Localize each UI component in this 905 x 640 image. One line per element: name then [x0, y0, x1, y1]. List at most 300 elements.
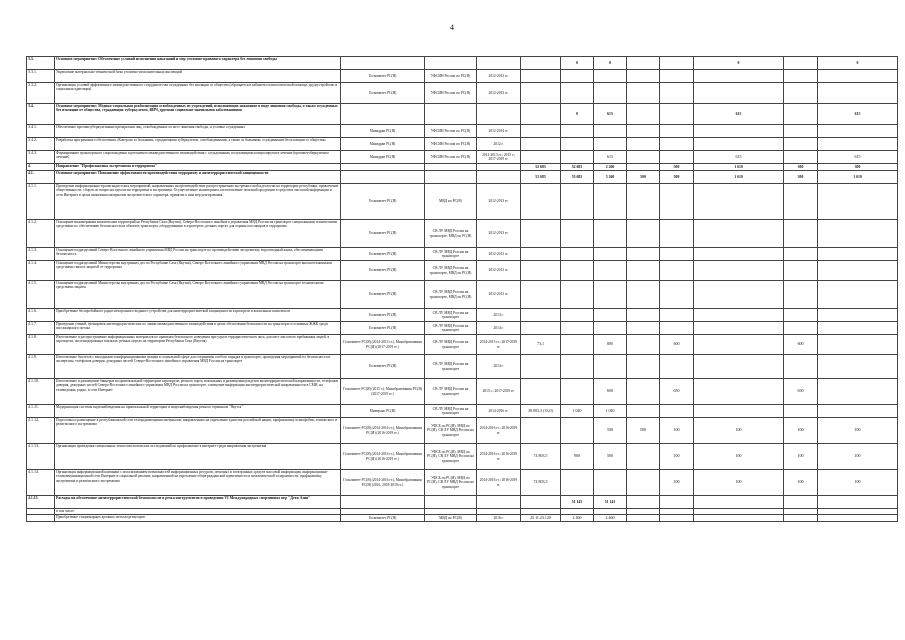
- row-value-4: [660, 83, 694, 104]
- row-value-5: 1 610: [694, 171, 784, 184]
- row-years: 2012-2013 гг.: [477, 220, 521, 248]
- row-value-6: [784, 515, 818, 522]
- table-row: [27, 405, 898, 418]
- row-text: Проведение информационно-пропагандистских мероприятий, направленных на противодействие распространению экстремистской идеологии на территории республики, привлечение общественности, сборов по вопросам идеологии терроризма и экстремизма. Осуществление мониторинга и изготовление печатной продукции в средствах массовой информации и сети Интернет в целях выявления материалов экстремистского характера, принятие к ним мер реагирования: [55, 184, 341, 220]
- row-value-1: [561, 125, 594, 138]
- row-value-5: [694, 220, 784, 248]
- row-participant: УФСБ по РС(Я), МВД по РС(Я), СВ ЛУ МВД России на транспорте: [425, 470, 477, 496]
- row-code: 3.3.2.: [27, 83, 55, 104]
- row-value-5: [694, 83, 784, 104]
- row-years: 2016 г.: [477, 515, 521, 522]
- row-text: Основное мероприятие: Обеспечение условий исполнения наказаний и мер уголовно-правового характера без лишения свободы: [55, 57, 341, 70]
- row-value-5: [694, 379, 784, 405]
- row-executor: Госкомитет РС(Я): [341, 322, 425, 335]
- row-participant: МВД по РС(Я): [425, 184, 477, 220]
- row-participant: МВД по РС(Я): [425, 515, 477, 522]
- row-code: 4.1.5.: [27, 281, 55, 309]
- row-executor: Госкомитет РС(Я): [341, 261, 425, 281]
- row-executor: [341, 104, 425, 125]
- row-executor: Госкомитет РС(Я): [341, 248, 425, 261]
- row-value-5: [694, 515, 784, 522]
- row-value-3: [627, 444, 660, 470]
- row-participant: [425, 104, 477, 125]
- row-participant: [425, 164, 477, 171]
- row-value-5: [694, 261, 784, 281]
- row-value-5: [694, 322, 784, 335]
- row-value-5: [694, 125, 784, 138]
- row-participant: СВ ЛУ МВД России на транспорте, МВД по РС(Я): [425, 220, 477, 248]
- row-code: 4.1.: [27, 171, 55, 184]
- row-value-4: [660, 125, 694, 138]
- row-value-4: [660, 138, 694, 151]
- row-years: 2012-2013 гг.: [477, 70, 521, 83]
- table-row: [27, 138, 898, 151]
- row-value-2: [594, 220, 627, 248]
- row-value-2: [594, 184, 627, 220]
- row-value-4: [660, 496, 694, 509]
- row-participant: СВ ЛУ МВД России на транспорте: [425, 322, 477, 335]
- row-code: 3.4.1.: [27, 125, 55, 138]
- row-value-6: 300: [784, 171, 818, 184]
- row-value-2: 615: [594, 104, 627, 125]
- table-row: [27, 104, 898, 125]
- row-total: 25.11.23.120: [521, 515, 561, 522]
- row-value-4: [660, 104, 694, 125]
- table-row: [27, 220, 898, 248]
- row-executor: Минздрав РС(Я): [341, 151, 425, 164]
- row-value-4: 100: [660, 444, 694, 470]
- row-value-3: [627, 220, 660, 248]
- row-executor: Госкомитет РС(Я) (2015 г.), Минобразования РС(Я) (2017-2019 гг.): [341, 379, 425, 405]
- row-value-5: 100: [694, 444, 784, 470]
- row-total: [521, 70, 561, 83]
- row-participant: [425, 496, 477, 509]
- row-text: Изготовление и распространение информационных материалов по правилам безопасного поведения при угрозе террористического акта, для мест массового пребывания людей, в аэропортах, железнодорожных вокзалах, речных портах на территории Республики Саха (Якутия): [55, 335, 341, 355]
- row-value-4: [660, 261, 694, 281]
- row-total: [521, 151, 561, 164]
- row-value-3: [627, 322, 660, 335]
- row-value-6: [784, 281, 818, 309]
- row-total: [521, 220, 561, 248]
- row-value-1: 53 683: [561, 171, 594, 184]
- row-text: Направление "Профилактика экстремизма и терроризма": [55, 164, 341, 171]
- row-years: 2014-2016 гг.: [477, 405, 521, 418]
- row-text: Организация проведения специальных этнопсихологических исследований по профилактике в интернет-среди направления экстремизма: [55, 444, 341, 470]
- row-years: 2012-2013 гг.: [477, 281, 521, 309]
- row-value-1: 1 040: [561, 405, 594, 418]
- row-years: [477, 57, 521, 70]
- row-value-5: [694, 335, 784, 355]
- row-value-6: 300: [784, 164, 818, 171]
- row-text: Организация условий эффективного межведомственного сотрудничества осужденных без изоляции от общества (обращается в кабинеты психологической помощи, трудоустройство и социальная адаптация): [55, 83, 341, 104]
- row-text: Обеспечение противотуберкулезными препаратами лиц, освобожденных из мест лишения свободы, и условно осужденных: [55, 125, 341, 138]
- row-value-5: [694, 496, 784, 509]
- row-value-7: [818, 405, 898, 418]
- row-executor: [341, 164, 425, 171]
- row-code: 3.4.3.: [27, 151, 55, 164]
- table-row: [27, 335, 898, 355]
- table-row: [27, 151, 898, 164]
- row-value-7: [818, 335, 898, 355]
- row-value-1: 2 460: [561, 515, 594, 522]
- table-row: [27, 184, 898, 220]
- row-code: 4.1.3.: [27, 248, 55, 261]
- row-value-2: [594, 83, 627, 104]
- row-participant: [425, 57, 477, 70]
- row-years: 2012-2013 гг.; 2015 г.; 2017-2019 гг.: [477, 151, 521, 164]
- row-text: Оснащение подразделений Северо-Восточного линейного управления МВД России на транспорте по противодействию экстремизму, водоотводный канал, обеспечивающими безопасность: [55, 248, 341, 261]
- row-value-6: [784, 70, 818, 83]
- row-value-1: 0: [561, 104, 594, 125]
- row-value-1: [561, 151, 594, 164]
- row-executor: Госкомитет РС(Я): [341, 70, 425, 83]
- row-total: 52 683: [521, 164, 561, 171]
- row-value-6: [784, 57, 818, 70]
- row-value-6: [784, 496, 818, 509]
- row-value-6: [784, 261, 818, 281]
- row-executor: Госкомитет РС(Я): [341, 309, 425, 322]
- row-value-7: [818, 70, 898, 83]
- row-code: 4.1.14.: [27, 470, 55, 496]
- row-value-2: [594, 470, 627, 496]
- row-value-2: [594, 248, 627, 261]
- row-participant: УФСБ по РС(Я), МВД по РС(Я), СВ ЛУ МВД России на транспорте: [425, 444, 477, 470]
- row-value-1: [561, 335, 594, 355]
- row-code: 4.1.6.: [27, 309, 55, 322]
- row-code: 3.3.: [27, 57, 55, 70]
- row-value-7: [818, 248, 898, 261]
- row-value-2: [594, 355, 627, 379]
- row-value-4: 500: [660, 171, 694, 184]
- row-value-4: [660, 405, 694, 418]
- row-value-4: [660, 57, 694, 70]
- row-value-4: [660, 151, 694, 164]
- row-years: 2012-2013 гг.: [477, 248, 521, 261]
- row-value-4: [660, 70, 694, 83]
- row-value-3: [627, 281, 660, 309]
- row-years: 2012 г.: [477, 138, 521, 151]
- row-executor: Госкомитет РС(Я) (2014-2016 гг.), Минобразования РС(Я) (2016-2019 гг.): [341, 444, 425, 470]
- row-value-6: [784, 184, 818, 220]
- row-value-4: [660, 184, 694, 220]
- row-total: [521, 138, 561, 151]
- row-value-7: [818, 125, 898, 138]
- row-value-4: 600: [660, 335, 694, 355]
- row-value-1: 900: [561, 444, 594, 470]
- row-text: Формирование транспортного сопровождения и регламента межведомственного взаимодействия с осужденными, получающими контролируемое лечение (противотуберкулезное лечение): [55, 151, 341, 164]
- row-years: 2013 г.: [477, 309, 521, 322]
- row-code: 4.1.11.: [27, 405, 55, 418]
- row-participant: УФСИН России по РС(Я): [425, 125, 477, 138]
- row-total: [521, 104, 561, 125]
- row-value-2: 0: [594, 57, 627, 70]
- row-value-7: 615: [818, 151, 898, 164]
- table-row: [27, 355, 898, 379]
- row-total: [521, 379, 561, 405]
- row-value-1: [561, 138, 594, 151]
- row-value-2: [594, 309, 627, 322]
- table-row: [27, 418, 898, 444]
- row-value-2: 800: [594, 335, 627, 355]
- row-value-3: [627, 261, 660, 281]
- row-value-5: [694, 138, 784, 151]
- row-value-6: 600: [784, 335, 818, 355]
- row-value-3: [627, 70, 660, 83]
- row-value-7: 1 610: [818, 171, 898, 184]
- row-value-4: [660, 281, 694, 309]
- row-value-6: 100: [784, 444, 818, 470]
- table-row: [27, 322, 898, 335]
- row-value-5: 615: [694, 151, 784, 164]
- row-code: 4.1.13.: [27, 444, 55, 470]
- row-total: [521, 248, 561, 261]
- row-value-7: 100: [818, 418, 898, 444]
- row-total: 73,1: [521, 335, 561, 355]
- row-code: 4.1.1.: [27, 184, 55, 220]
- row-years: 2015 г.; 2017-2019 гг.: [477, 379, 521, 405]
- row-value-3: [627, 379, 660, 405]
- row-value-5: 0: [694, 57, 784, 70]
- row-value-6: [784, 151, 818, 164]
- row-value-7: [818, 281, 898, 309]
- table-row: [27, 164, 898, 171]
- row-value-1: [561, 470, 594, 496]
- row-value-6: [784, 138, 818, 151]
- row-text: в том числе:: [55, 509, 341, 515]
- row-years: 2014 г.: [477, 322, 521, 335]
- row-value-7: 0: [818, 57, 898, 70]
- row-participant: СВ ЛУ МВД России на транспорте, МВД по РС(Я): [425, 281, 477, 309]
- row-code: 4.1.4.: [27, 261, 55, 281]
- row-value-2: [594, 70, 627, 83]
- row-value-7: [818, 83, 898, 104]
- row-value-2: [594, 125, 627, 138]
- row-value-3: [627, 151, 660, 164]
- row-participant: [425, 171, 477, 184]
- row-participant: УФСИН России по РС(Я): [425, 83, 477, 104]
- row-text: Основное мероприятие: Медико-социальная реабилитация освобожденных из учреждений, исполняющих наказание в виде лишения свободы, а также осужденных без изоляции от общества, страдающих туберкулезом, ВИЧ, другими социально-значимыми заболеваниями: [55, 104, 341, 125]
- row-value-3: 500: [627, 171, 660, 184]
- row-code: [27, 515, 55, 522]
- row-total: [521, 261, 561, 281]
- row-value-7: [818, 515, 898, 522]
- table-row: [27, 70, 898, 83]
- row-years: 2014-2015 гг.; 2017-2019 гг.: [477, 335, 521, 355]
- row-executor: [341, 171, 425, 184]
- row-value-6: 650: [784, 379, 818, 405]
- table-row: [27, 248, 898, 261]
- row-value-7: [818, 322, 898, 335]
- row-value-6: [784, 248, 818, 261]
- row-executor: [341, 496, 425, 509]
- row-executor: Госкомитет РС(Я): [341, 281, 425, 309]
- row-value-2: [594, 261, 627, 281]
- row-years: [477, 104, 521, 125]
- table-row: [27, 125, 898, 138]
- row-value-2: 51 143: [594, 496, 627, 509]
- row-total: [521, 418, 561, 444]
- row-total: [521, 355, 561, 379]
- row-value-2: 1 040: [594, 405, 627, 418]
- row-code: 3.3.1.: [27, 70, 55, 83]
- row-total: [521, 57, 561, 70]
- row-value-4: 100: [660, 418, 694, 444]
- row-value-7: [818, 355, 898, 379]
- row-total: 53 683: [521, 171, 561, 184]
- row-text: Приобретение стационарных арочных металлодетекторов: [55, 515, 341, 522]
- row-years: [477, 171, 521, 184]
- row-value-1: [561, 70, 594, 83]
- row-years: 2012-2014 гг.: [477, 125, 521, 138]
- row-total: [521, 125, 561, 138]
- row-value-2: [594, 138, 627, 151]
- row-executor: Госкомитет РС(Я): [341, 355, 425, 379]
- row-code: 4.1.9.: [27, 355, 55, 379]
- row-code: 4.1.8.: [27, 335, 55, 355]
- row-text: Оснащение инженерными комплексами территорий на Республике Саха (Якутия), Северо-Восточного линейного управления МВД России на транспорте специальными техническими средствами по обеспечению безопасности на объектах транспорта, оборудованные в аэропортах, речных портах для охраны пассажиров и терроризма: [55, 220, 341, 248]
- row-value-5: [694, 309, 784, 322]
- row-text: Основное мероприятие: Повышение эффективности противодействия терроризму и антитеррористической защищенности: [55, 171, 341, 184]
- row-value-6: 100: [784, 418, 818, 444]
- table-row: [27, 470, 898, 496]
- table-row: [27, 281, 898, 309]
- row-value-7: [818, 379, 898, 405]
- row-value-1: [561, 248, 594, 261]
- row-total: 38 003,3 (33,0): [521, 405, 561, 418]
- row-total: 74 803,5: [521, 470, 561, 496]
- row-value-5: 100: [694, 418, 784, 444]
- row-value-5: [694, 184, 784, 220]
- row-value-4: [660, 355, 694, 379]
- row-value-3: [627, 405, 660, 418]
- row-total: [521, 184, 561, 220]
- row-executor: Госкомитет РС(Я): [341, 184, 425, 220]
- row-total: [521, 496, 561, 509]
- row-executor: Госкомитет РС(Я): [341, 220, 425, 248]
- row-value-4: 100: [660, 470, 694, 496]
- row-value-7: [818, 184, 898, 220]
- row-executor: [341, 57, 425, 70]
- row-participant: СВ ЛУ МВД России на транспорте: [425, 248, 477, 261]
- row-value-1: 52 683: [561, 164, 594, 171]
- table-row: [27, 309, 898, 322]
- table-row: [27, 515, 898, 522]
- row-value-5: [694, 281, 784, 309]
- row-code: 4.1.10.: [27, 379, 55, 405]
- row-executor: Госкомитет РС(Я) (2014-2016 гг.), Минобразования РС(Я) (2016-2019 гг.): [341, 418, 425, 444]
- row-value-4: [660, 220, 694, 248]
- row-text: Проведение учений, тренировок антитеррористических по линии межведомственного взаимодействия в целях обеспечения безопасности на транспорте и основных ЖЖК среди пассажирского потока: [55, 322, 341, 335]
- row-total: 74 803,5: [521, 444, 561, 470]
- row-total: [521, 83, 561, 104]
- row-text: Организация информационной компании с использованием возможностей информационных ресурсов, печатных и электронных средств массовой информации, информационно-телекоммуникационной сети Интернет в социальной рекламе, направленной на укрепление общегражданской идентичности и межэтнической толерантности, профилактику экстремизма и религиозного экстремизма: [55, 470, 341, 496]
- row-text: Подготовка и размещение в республиканской сети телерадиовещания материалов, направленных на укрепление единства российской нации, профилактику ксенофобии, этнического и религиозного экстремизма: [55, 418, 341, 444]
- row-value-6: [784, 355, 818, 379]
- row-years: 2014-2016 гг.; 2016-2019 гг.: [477, 444, 521, 470]
- row-executor: Госкомитет РС(Я) (2014-2016 гг.), Минобразования РС(Я) (2016, 2018-2019 гг.): [341, 470, 425, 496]
- row-value-4: 500: [660, 164, 694, 171]
- table-row: [27, 444, 898, 470]
- row-value-2: 615: [594, 151, 627, 164]
- row-value-4: [660, 515, 694, 522]
- row-value-5: 100: [694, 470, 784, 496]
- row-code: 3.4.: [27, 104, 55, 125]
- table-row: [27, 261, 898, 281]
- row-value-4: [660, 248, 694, 261]
- row-years: 2012-2013 гг.: [477, 261, 521, 281]
- row-value-3: [627, 496, 660, 509]
- table-row: [27, 57, 898, 70]
- row-value-1: 51 143: [561, 496, 594, 509]
- row-value-6: [784, 104, 818, 125]
- table-row: [27, 83, 898, 104]
- row-value-3: [627, 125, 660, 138]
- row-text: Оснащение подразделений Министерства внутренних дел по Республике Саха (Якутия), Северо-Восточного линейного управления МВД России на транспорте высокотехничными средствами связи и защитой от терроризма: [55, 261, 341, 281]
- row-value-3: [627, 248, 660, 261]
- row-value-2: 2 260: [594, 164, 627, 171]
- row-value-3: [627, 57, 660, 70]
- row-code: 4.1.2.: [27, 220, 55, 248]
- row-executor: Минтранс РС(Я): [341, 405, 425, 418]
- row-text: Изготовление и размещение баннеров на привокзальной территории аэропортов, речного порта, вокзальных и размещении разделов антитеррористической направленности, телефонов доверия, дежурных частей Северо-Восточного линейного управления МВД России на транспорте, освещение информации антитеррористической направленности в СМИ, на телевидении, радио, в сети Интернет: [55, 379, 341, 405]
- row-value-5: 1 610: [694, 164, 784, 171]
- row-value-6: [784, 322, 818, 335]
- row-value-5: [694, 355, 784, 379]
- row-years: 2012-2013 гг.: [477, 83, 521, 104]
- row-text: Укрепление материально-технической базы уголовно-исполнительных инспекций: [55, 70, 341, 83]
- row-value-6: [784, 309, 818, 322]
- row-value-7: 100: [818, 444, 898, 470]
- row-value-1: [561, 184, 594, 220]
- row-executor: Госкомитет РС(Я): [341, 515, 425, 522]
- row-text: Разработка программного обеспечения «Контроль за больными, страдающими туберкулезом, освобожденными, а также за больными, осужденными без изоляции от общества»: [55, 138, 341, 151]
- row-participant: УФСБ по РС(Я), МВД по РС(Я), СВ ЛУ МВД России на транспорте: [425, 418, 477, 444]
- row-value-3: [627, 470, 660, 496]
- row-value-1: 0: [561, 57, 594, 70]
- row-years: 2014-2016 гг.; 2016-2019 гг.: [477, 418, 521, 444]
- row-value-6: [784, 220, 818, 248]
- row-value-4: 650: [660, 379, 694, 405]
- row-value-6: 100: [784, 470, 818, 496]
- row-code: 3.4.2.: [27, 138, 55, 151]
- row-value-1: [561, 355, 594, 379]
- row-value-7: [818, 496, 898, 509]
- row-value-6: [784, 83, 818, 104]
- row-participant: СВ ЛУ МВД России на транспорте: [425, 355, 477, 379]
- row-years: 2014-2016 гг.; 2016-2019 гг.: [477, 470, 521, 496]
- row-value-2: 3 260: [594, 171, 627, 184]
- row-total: [521, 281, 561, 309]
- row-executor: Госкомитет РС(Я) (2014-2015 гг.), Минобразования РС(Я) (2017-2019 гг.): [341, 335, 425, 355]
- row-years: [477, 496, 521, 509]
- row-value-1: [561, 261, 594, 281]
- row-participant: СВ ЛУ МВД России на транспорте: [425, 309, 477, 322]
- row-code: 4.1.12.: [27, 418, 55, 444]
- row-value-6: [784, 405, 818, 418]
- row-value-3: [627, 164, 660, 171]
- row-value-2: [594, 322, 627, 335]
- row-value-3: [627, 515, 660, 522]
- row-participant: СВ ЛУ МВД России на транспорте, МВД по РС(Я): [425, 261, 477, 281]
- row-text: Модернизация системы видеонаблюдения на привокзальной территории и видеонаблюдения речного терминала "Якутск": [55, 405, 341, 418]
- table-row: [27, 496, 898, 509]
- row-value-3: [627, 184, 660, 220]
- row-value-5: [694, 70, 784, 83]
- row-years: [477, 164, 521, 171]
- row-value-2: 2 460: [594, 515, 627, 522]
- row-participant: УФСИН России по РС(Я): [425, 151, 477, 164]
- row-value-1: [561, 83, 594, 104]
